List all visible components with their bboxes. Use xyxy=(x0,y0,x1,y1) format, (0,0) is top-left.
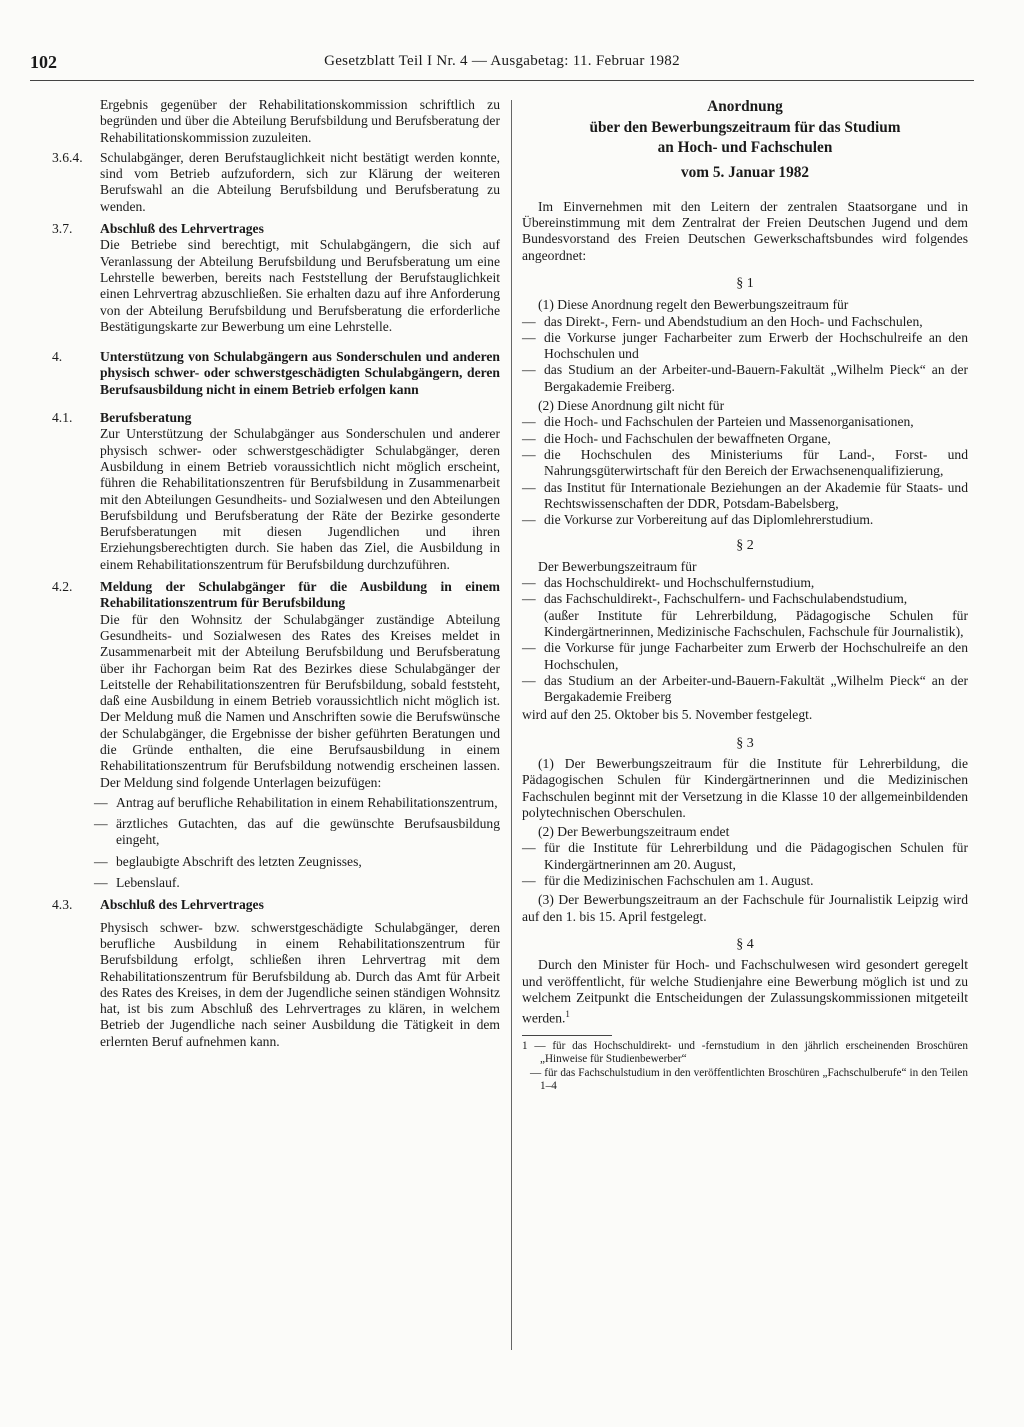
paragraph-1-abs-2: (2) Diese Anordnung gilt nicht für xyxy=(538,398,725,414)
section-text: Die Betriebe sind berechtigt, mit Schulabgängern, die sich auf Veranlassung der Abteilung Berufsbildung und Berufsberatung um eine Lehrstelle bewerben, bereits nach Feststellung der Berufstauglichkeit einen Lehrvertrag abzuschließen. Sie erhalten dazu auf ihre Anforderung von der Abteilung Berufsbildung und Berufsberatung die erforderliche Bestätigungskarte zur Bewerbung um eine Lehrstelle. xyxy=(100,237,500,334)
list-item: — die Hochschulen des Ministeriums für Land-, Forst- und Nahrungsgüterwirtschaft für den Bereich der Erwachsenenqualifizierung, xyxy=(522,446,968,479)
dash: — xyxy=(94,875,108,891)
section-title: Berufsberatung xyxy=(100,410,192,426)
list-item: — für die Medizinischen Fachschulen am 1. August. xyxy=(522,873,814,889)
continued-text: Ergebnis gegenüber der Rehabilitationskommission schriftlich zu begründen und über die Abteilung Berufsbildung und Berufsberatung der Rehabilitationskommission zuzuleiten. xyxy=(100,97,500,145)
ordinance-title-line-1: Anordnung xyxy=(707,98,783,115)
section-number: 3.7. xyxy=(52,221,73,237)
list-item: — ärztliches Gutachten, das auf die gewünschte Berufsausbildung eingeht, xyxy=(94,816,500,848)
list-item: — die Hoch- und Fachschulen der bewaffneten Organe, xyxy=(522,430,831,446)
dash: — xyxy=(94,794,108,810)
list-item: — die Vorkurse für junge Facharbeiter zum Erwerb der Hochschulreife an den Hochschulen, xyxy=(522,640,968,672)
paragraph-1-mark: § 1 xyxy=(736,275,754,291)
list-item: — Antrag auf berufliche Rehabilitation in einem Rehabilitationszentrum, xyxy=(94,794,498,810)
list-item: — die Vorkurse zur Vorbereitung auf das Diplomlehrerstudium. xyxy=(522,512,874,528)
footnote-2: — für das Fachschulstudium in den veröffentlichten Broschüren „Fachschulberufe“ in den Teilen 1–4 xyxy=(530,1066,968,1092)
right-column xyxy=(522,97,968,1093)
section-4 xyxy=(52,349,500,398)
ordinance-date: vom 5. Januar 1982 xyxy=(680,163,810,181)
section-number: 4.1. xyxy=(52,410,73,426)
list-item: — die Vorkurse junger Facharbeiter zum Erwerb der Hochschulreife an den Hochschulen und xyxy=(522,329,968,362)
preamble: Im Einvernehmen mit den Leitern der zentralen Staatsorgane und in Übereinstimmung mit dem Zentralrat der Freien Deutschen Jugend und dem Bundesvorstand des Freien Deutschen Gewerkschaftsbundes wird folgendes angeordnet: xyxy=(522,198,968,263)
paragraph-2-intro: Der Bewerbungszeitraum für xyxy=(538,558,697,574)
column-divider xyxy=(511,100,512,1350)
footnote-rule xyxy=(522,1035,612,1036)
page-number: 102 xyxy=(30,52,57,72)
footnote-1: 1 — für das Hochschuldirekt- und -fernstudium in den jährlich erscheinenden Broschüren „Hinweise für Studienbewerber“ xyxy=(522,1039,968,1066)
dash: — xyxy=(94,853,108,869)
section-number: 4.3. xyxy=(52,897,73,913)
section-number: 4.2. xyxy=(52,579,73,595)
section-number: 4. xyxy=(52,349,63,365)
paragraph-3-abs-1: (1) Der Bewerbungszeitraum für die Institute für Lehrerbildung, die Pädagogischen Schulen für Kindergärtnerinnen und die Medizinischen Fachschulen beginnt mit der Versetzung in die Klasse 10 der allgemeinbildenden polytechnischen Oberschulen. xyxy=(522,756,968,820)
paragraph-3-abs-2: (2) Der Bewerbungszeitraum endet xyxy=(538,824,730,840)
footnote-ref: 1 xyxy=(565,1009,570,1020)
section-4-1 xyxy=(52,410,500,426)
section-text: Zur Unterstützung der Schulabgänger aus Sonderschulen und anderer physisch schwer- oder schwerstgeschädigter Schulabgänger, deren Ausbildung in einem Betrieb voraussichtlich nicht möglich erscheint, führen die Rehabilitationszentren für Berufsbildung in Zusammenarbeit mit den Abteilungen Gesundheits- und Sozialwesen und den Abteilungen Berufsbildung und Berufsberatung der Räte der Bezirke gesonderte Berufsberatungen mit diesen Jugendlichen und ihren Erziehungsberechtigten durch. Sie haben das Ziel, die Ausbildung in einem Rehabilitationszentrum für Berufsbildung durchzuführen. xyxy=(100,426,500,572)
list-item: — die Hoch- und Fachschulen der Parteien und Massenorganisationen, xyxy=(522,414,914,430)
list-item: — das Institut für Internationale Beziehungen an der Akademie für Staats- und Rechtswissenschaften der DDR, Potsdam-Babelsberg, xyxy=(522,479,968,511)
ordinance-title-line-2: über den Bewerbungszeitraum für das Studium xyxy=(589,118,901,136)
list-item: — das Studium an der Arbeiter-und-Bauern-Fakultät „Wilhelm Pieck“ an der Bergakademie Freiberg. xyxy=(522,362,968,394)
paragraph-4-text: Durch den Minister für Hoch- und Fachschulwesen wird gesondert geregelt und veröffentlicht, für welche Studienjahre eine Bewerbung möglich ist und zu welchem Zeitpunkt die Entscheidungen der Zulassungskommissionen mitgeteilt werden.$^1$ xyxy=(522,957,968,1026)
section-title: Meldung der Schulabgänger für die Ausbildung in einem Rehabilitationszentrum für Berufsbildung xyxy=(100,579,500,611)
section-4-3 xyxy=(52,897,500,913)
list-item: — das Direkt-, Fern- und Abendstudium an den Hoch- und Fachschulen, xyxy=(522,313,923,329)
list-item: — das Fachschuldirekt-, Fachschulfern- und Fachschulabendstudium, xyxy=(522,591,908,607)
section-title: Abschluß des Lehrvertrages xyxy=(100,897,264,913)
list-item: — Lebenslauf. xyxy=(94,875,180,891)
list-item: — beglaubigte Abschrift des letzten Zeugnisses, xyxy=(94,853,362,869)
running-header: Gesetzblatt Teil I Nr. 4 — Ausgabetag: 11. Februar 1982 xyxy=(324,53,680,69)
dash: — xyxy=(94,816,108,832)
paragraph-1-abs-1: (1) Diese Anordnung regelt den Bewerbungszeitraum für xyxy=(538,297,849,313)
paragraph-3-abs-3: (3) Der Bewerbungszeitraum an der Fachschule für Journalistik Leipzig wird auf den 1. bis 15. April festgelegt. xyxy=(522,892,968,924)
left-column xyxy=(52,97,500,1050)
list-item: — für die Institute für Lehrerbildung und die Pädagogischen Schulen für Kindergärtnerinnen am 20. August, xyxy=(522,840,968,872)
section-text: Die für den Wohnsitz der Schulabgänger zuständige Abteilung Gesundheits- und Sozialwesen des Rates des Kreises meldet in Zusammenarbeit mit der Abteilung Berufsbildung und Berufsberatung über ihr Fachorgan beim Rat des Bezirkes diese Schulabgänger der Leitstelle der Rehabilitationszentren für Berufsbildung, sobald feststeht, daß eine Ausbildung in einem Betrieb voraussichtlich nicht möglich ist. Der Meldung muß die Namen und Anschriften sowie die Berufswünsche der Schulabgänger, die Ergebnisse der bisher geführten Beratungen und die Gründe enthalten, die eine Berufsausbildung in einem Rehabilitationszentrum für Berufsbildung notwendig erscheinen lassen. Der Meldung sind folgende Unterlagen beizufügen: xyxy=(100,611,500,790)
ordinance-title-line-3: an Hoch- und Fachschulen xyxy=(657,139,833,156)
paragraph-2-outro: wird auf den 25. Oktober bis 5. November festgelegt. xyxy=(522,707,813,723)
section-3-6-4 xyxy=(52,150,500,215)
paragraph-3-mark: § 3 xyxy=(736,735,754,751)
exception-note: (außer Institute für Lehrerbildung, Pädagogische Schulen für Kindergärtnerinnen, Medizinische Fachschulen, Fachschule für Journalistik), xyxy=(544,607,968,639)
page-header xyxy=(30,52,974,81)
list-item: — das Studium an der Arbeiter-und-Bauern-Fakultät „Wilhelm Pieck“ an der Bergakademie Freiberg xyxy=(522,672,968,705)
section-number: 3.6.4. xyxy=(52,149,83,165)
section-3-7 xyxy=(52,221,500,237)
section-text: Schulabgänger, deren Berufstauglichkeit nicht bestätigt werden konnte, sind vom Betrieb aufzufordern, sich zur Klärung der weiteren Berufswahl an die Abteilung Berufsbildung und Berufsberatung zu wenden. xyxy=(100,149,500,214)
section-text: Physisch schwer- bzw. schwerstgeschädigte Schulabgänger, deren berufliche Ausbildung in einem Rehabilitationszentrum für Berufsbildung erfolgt, schließen ihren Lehrvertrag mit dem Rehabilitationszentrum für Berufsbildung ab. Durch das Amt für Arbeit des Rates des Kreises, in dem der Jugendliche seinen ständigen Wohnsitz hat, ist bis zum Abschluß des Lehrvertrages zu klären, in welchem Betrieb der Jugendliche nach seiner Ausbildung die Tätigkeit in dem erlernten Beruf aufnehmen kann. xyxy=(100,919,500,1049)
attachment-list xyxy=(52,795,500,891)
section-title: Unterstützung von Schulabgängern aus Sonderschulen und anderen physisch schwer- oder schwerstgeschädigten Schulabgängern, deren Berufsausbildung nicht in einem Betrieb erfolgen kann xyxy=(100,349,500,397)
list-item: — das Hochschuldirekt- und Hochschulfernstudium, xyxy=(522,575,815,591)
paragraph-4-mark: § 4 xyxy=(736,936,754,952)
section-title: Abschluß des Lehrvertrages xyxy=(100,221,264,237)
section-4-2 xyxy=(52,579,500,612)
paragraph-2-mark: § 2 xyxy=(736,538,754,554)
